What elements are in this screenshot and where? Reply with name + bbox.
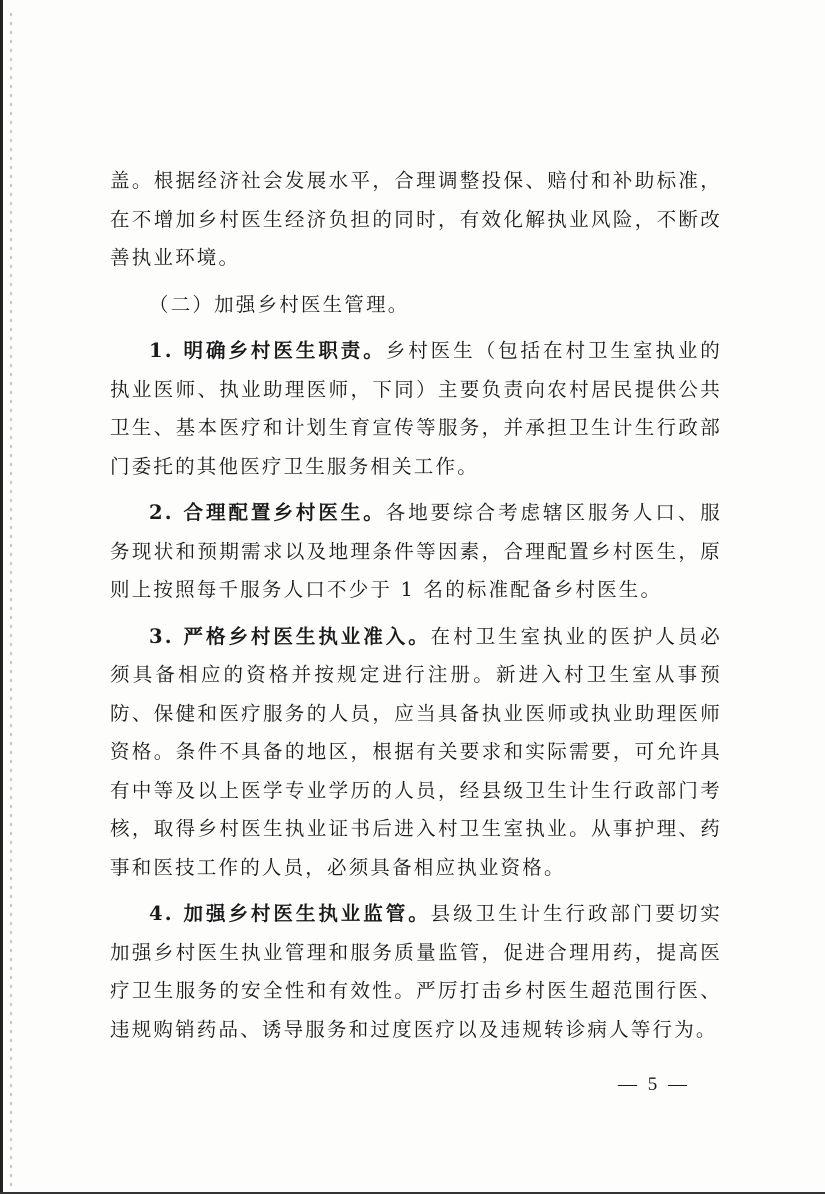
item-text-2: 各地要综合考虑辖区服务人口、服务现状和预期需求以及地理条件等因素，合理配置乡村医生，原则上按照每千服务人口不少于 1 名的标准配备乡村医生。 [110,501,722,601]
item-text-1: 乡村医生（包括在村卫生室执业的执业医师、执业助理医师，下同）主要负责向农村居民提供公共卫生、基本医疗和计划生育宣传等服务，并承担卫生计生行政部门委托的其他医疗卫生服务相关工作。 [110,339,722,478]
item-paragraph-1 [110,332,722,486]
section-heading: （二）加强乡村医生管理。 [149,292,410,316]
scan-edge-left [0,0,3,1194]
item-text-3: 在村卫生室执业的医护人员必须具备相应的资格并按规定进行注册。新进入村卫生室从事预防、保健和医疗服务的人员，应当具备执业医师或执业助理医师资格。条件不具备的地区，根据有关要求和实际需要，可允许具有中等及以上医学专业学历的人员，经县级卫生计生行政部门考核，取得乡村医生执业证书后进入村卫生室执业。从事护理、药事和医技工作的人员，必须具备相应执业资格。 [110,624,722,879]
item-paragraph-4 [110,895,722,1049]
item-lead-2: 2. 合理配置乡村医生。 [149,501,386,524]
page-number: — 5 — [618,1074,690,1095]
scan-punch-holes [8,10,14,1190]
item-lead-3: 3. 严格乡村医生执业准入。 [149,624,431,648]
item-lead-1: 1. 明确乡村医生职责。 [149,339,386,362]
item-paragraph-2 [110,494,722,610]
continued-paragraph: 盖。根据经济社会发展水平，合理调整投保、赔付和补助标准，在不增加乡村医生经济负担的同时，有效化解执业风险，不断改善执业环境。 [110,169,722,269]
item-text-4: 县级卫生计生行政部门要切实加强乡村医生执业管理和服务质量监管，促进合理用药，提高医疗卫生服务的安全性和有效性。严厉打击乡村医生超范围行医、违规购销药品、诱导服务和过度医疗以及违规转诊病人等行为。 [110,902,722,1041]
item-paragraph-3 [110,618,722,888]
document-body [110,162,722,1049]
item-lead-4: 4. 加强乡村医生执业监管。 [149,902,431,925]
